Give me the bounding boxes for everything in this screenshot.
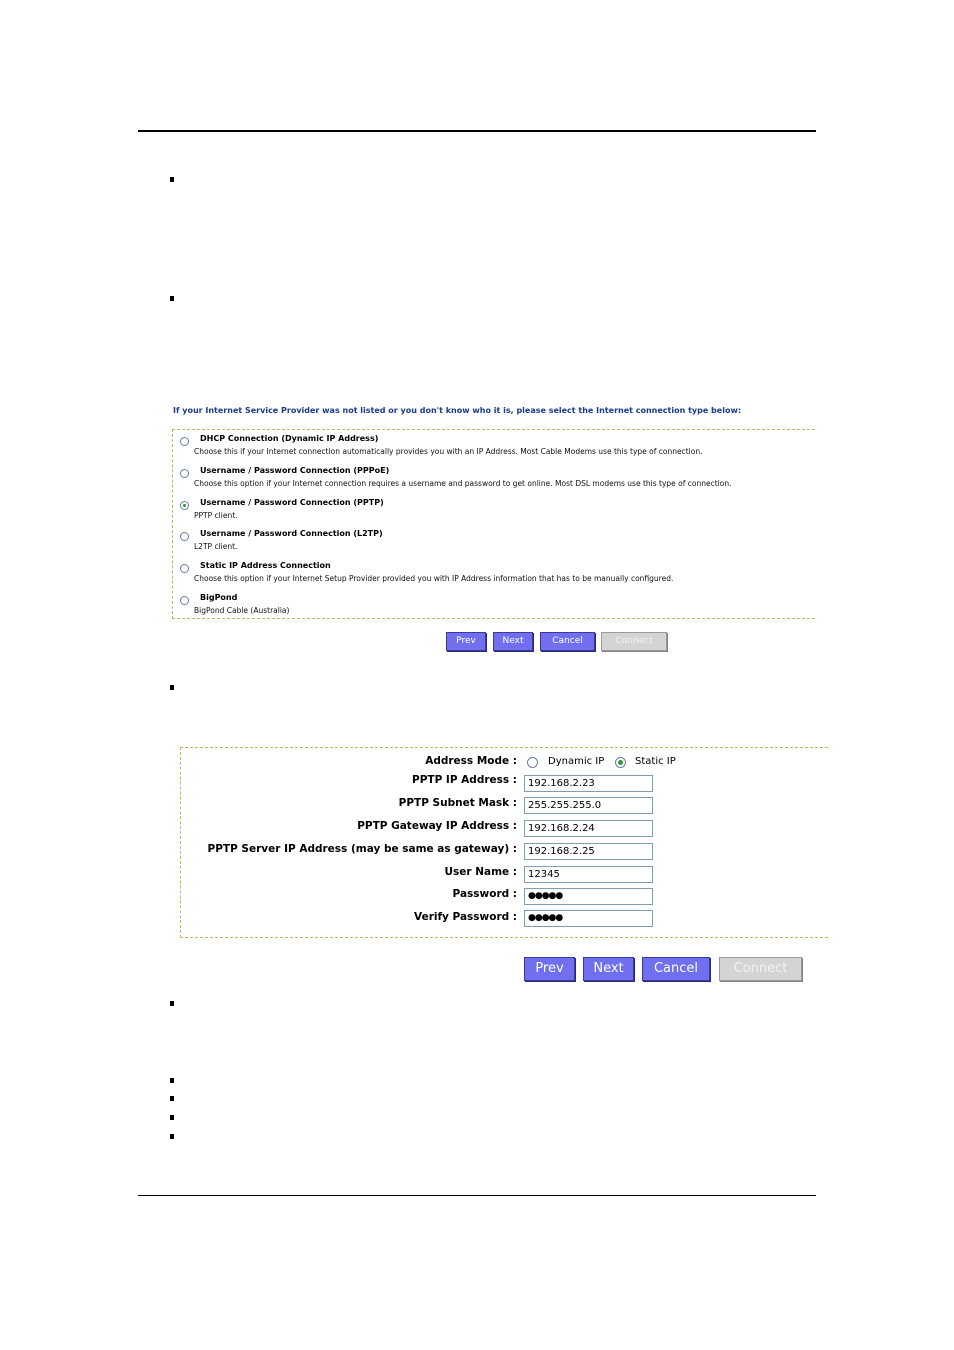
prev-button[interactable]: Prev xyxy=(524,957,575,981)
radio-l2tp[interactable] xyxy=(180,532,189,541)
option-desc: BigPond Cable (Australia) xyxy=(194,606,290,615)
option-title: Username / Password Connection (PPPoE) xyxy=(200,466,390,475)
address-mode-label: Address Mode : xyxy=(425,755,517,767)
option-title: DHCP Connection (Dynamic IP Address) xyxy=(200,434,379,443)
radio-bigpond[interactable] xyxy=(180,596,189,605)
password-input[interactable]: ●●●●● xyxy=(524,888,653,905)
pptp-settings-panel xyxy=(180,747,828,938)
radio-pppoe[interactable] xyxy=(180,469,189,478)
option-title: Username / Password Connection (L2TP) xyxy=(200,529,383,538)
bullet xyxy=(170,1001,174,1006)
option-desc: Choose this option if your Internet Setup Provider provided you with IP Address information that has to be manually configured. xyxy=(194,574,674,583)
pptp-subnet-mask-input[interactable]: 255.255.255.0 xyxy=(524,797,653,814)
static-ip-label: Static IP xyxy=(635,756,676,767)
connect-button: Connect xyxy=(719,957,802,981)
option-desc: PPTP client. xyxy=(194,511,238,520)
pptp-server-ip-input[interactable]: 192.168.2.25 xyxy=(524,843,653,860)
connection-type-prompt: If your Internet Service Provider was not listed or you don't know who it is, please select the Internet connection type below: xyxy=(173,406,742,415)
password-label: Password : xyxy=(452,888,517,900)
pptp-ip-address-label: PPTP IP Address : xyxy=(412,774,517,786)
next-button[interactable]: Next xyxy=(493,632,533,651)
footer-rule xyxy=(138,1195,816,1196)
option-title: BigPond xyxy=(200,593,238,602)
bullet xyxy=(170,1115,174,1120)
pptp-subnet-mask-label: PPTP Subnet Mask : xyxy=(398,797,517,809)
verify-password-label: Verify Password : xyxy=(414,911,517,923)
option-desc: L2TP client. xyxy=(194,542,238,551)
option-title: Static IP Address Connection xyxy=(200,561,331,570)
bullet xyxy=(170,1134,174,1139)
pptp-server-ip-label: PPTP Server IP Address (may be same as gateway) : xyxy=(207,843,517,855)
user-name-input[interactable]: 12345 xyxy=(524,866,653,883)
user-name-label: User Name : xyxy=(444,866,517,878)
pptp-ip-address-input[interactable]: 192.168.2.23 xyxy=(524,775,653,792)
option-desc: Choose this if your Internet connection automatically provides you with an IP Address. Most Cable Modems use this type of connection. xyxy=(194,447,703,456)
radio-dynamic-ip[interactable] xyxy=(527,757,538,768)
dynamic-ip-label: Dynamic IP xyxy=(548,756,605,767)
connect-button: Connect xyxy=(601,632,667,651)
radio-dhcp[interactable] xyxy=(180,437,189,446)
cancel-button[interactable]: Cancel xyxy=(642,957,710,981)
pptp-gateway-label: PPTP Gateway IP Address : xyxy=(357,820,517,832)
bullet xyxy=(170,296,174,301)
option-desc: Choose this option if your Internet connection requires a username and password to get online. Most DSL modems use this type of connection. xyxy=(194,479,732,488)
bullet xyxy=(170,1096,174,1101)
header-rule xyxy=(138,130,816,132)
radio-static-ip[interactable] xyxy=(180,564,189,573)
connection-type-panel xyxy=(172,429,815,619)
bullet xyxy=(170,685,174,690)
prev-button[interactable]: Prev xyxy=(446,632,486,651)
pptp-gateway-input[interactable]: 192.168.2.24 xyxy=(524,820,653,837)
bullet xyxy=(170,177,174,182)
cancel-button[interactable]: Cancel xyxy=(540,632,595,651)
bullet xyxy=(170,1078,174,1083)
verify-password-input[interactable]: ●●●●● xyxy=(524,910,653,927)
radio-static-ip-mode[interactable] xyxy=(615,757,626,768)
radio-pptp[interactable] xyxy=(180,501,189,510)
option-title: Username / Password Connection (PPTP) xyxy=(200,498,384,507)
next-button[interactable]: Next xyxy=(583,957,634,981)
